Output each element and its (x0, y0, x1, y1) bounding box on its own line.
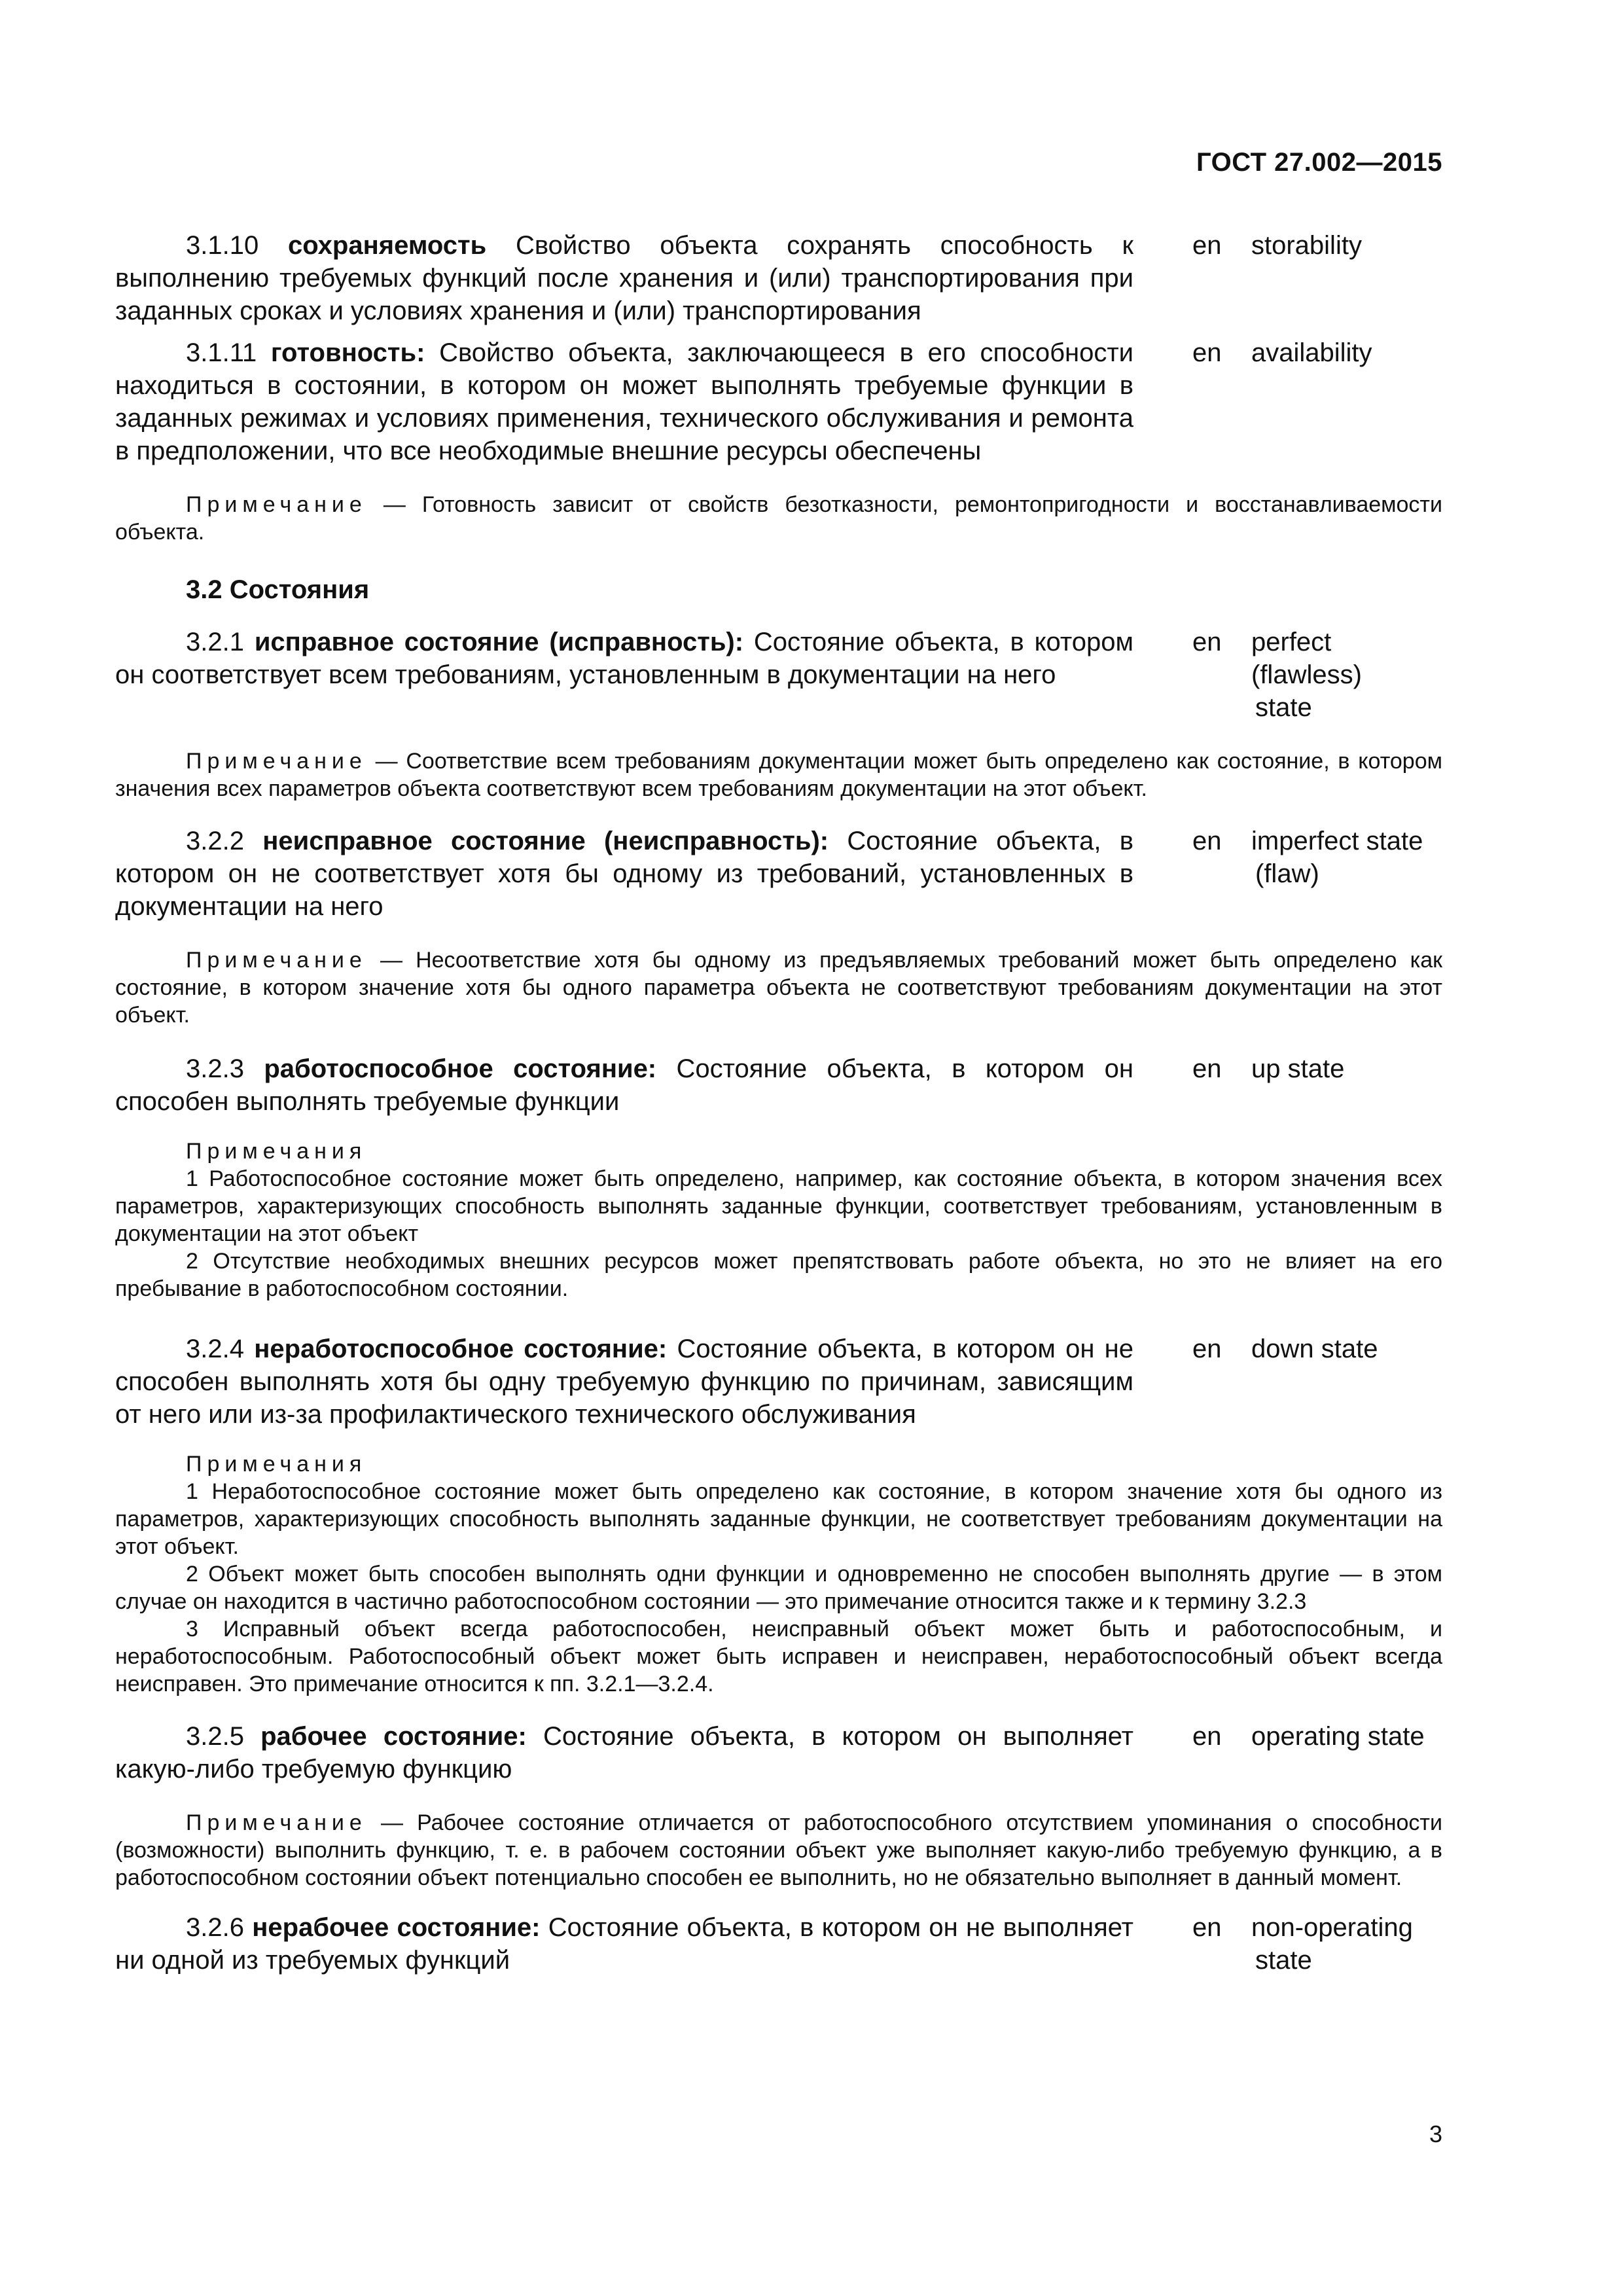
english-equivalent: down state (1251, 1335, 1378, 1363)
notes-heading: Примечания (186, 1139, 367, 1164)
lang-code: en (1192, 827, 1222, 855)
section-heading: 3.2 Состояния (186, 575, 370, 604)
term-entry-3-2-6 (115, 1911, 1442, 1977)
lang-code: en (1192, 1722, 1222, 1751)
note-3-2-2: Примечание — Несоответствие хотя бы одному из предъявляемых требований может быть определено как состояние, в котором значение хотя бы одного параметра объекта не соответствуют требованиям документации на этот объект. (115, 948, 1443, 1028)
document-header: ГОСТ 27.002—2015 (1196, 148, 1442, 177)
term-definition: 3.2.3 работоспособное состояние: Состояние объекта, в котором он способен выполнять требуемые функции (115, 1054, 1133, 1116)
term-entry-3-2-1 (115, 626, 1442, 724)
note-3-2-3-1: 1 Работоспособное состояние может быть определено, например, как состояние объекта, в котором значения всех параметров, характеризующих способность выполнять заданные функции, соответствует требованиям, установленным в документации на этот объект (115, 1166, 1442, 1246)
term-definition: 3.2.4 неработоспособное состояние: Состояние объекта, в котором он не способен выполнять хотя бы одну требуемую функцию по причинам, зависящим от него или из-за профилактического технического обслуживания (115, 1335, 1134, 1429)
english-equivalent: up state (1251, 1054, 1345, 1083)
lang-code: en (1192, 628, 1222, 656)
term-entry-3-2-5 (115, 1720, 1442, 1785)
english-equivalent: imperfect state (flaw) (1251, 827, 1423, 888)
term-entry-3-2-4 (115, 1333, 1442, 1431)
term-entry-3-2-2 (115, 825, 1442, 923)
note-3-2-4-1: 1 Неработоспособное состояние может быть определено как состояние, в котором значение хотя бы одного из параметров, характеризующих способность выполнять заданные функции, не соответствует требованиям документации на этот объект. (115, 1479, 1442, 1559)
english-equivalent: perfect (flawless) state (1251, 628, 1362, 722)
note-3-2-4-3: 3 Исправный объект всегда работоспособен, неисправный объект может быть и работоспособным, и неработоспособным. Работоспособный объект может быть исправен и неисправен, неработоспособный объект всегда неисправен. Это примечание относится к пп. 3.2.1—3.2.4. (115, 1617, 1442, 1696)
note-3-1-11: Примечание — Готовность зависит от свойств безотказности, ремонтопригодности и восстанавливаемости объекта. (115, 492, 1442, 545)
term-entry-3-1-11 (115, 336, 1442, 467)
term-entry-3-1-10 (115, 229, 1442, 327)
page-number: 3 (1429, 2121, 1442, 2147)
term-definition: 3.1.10 сохраняемость Свойство объекта сохранять способность к выполнению требуемых функций после хранения и (или) транспортирования при заданных сроках и условиях хранения и (или) транспортирования (115, 231, 1133, 325)
term-definition: 3.2.5 рабочее состояние: Состояние объекта, в котором он выполняет какую-либо требуемую функцию (115, 1722, 1133, 1784)
english-equivalent: operating state (1251, 1722, 1425, 1751)
english-equivalent: availability (1251, 338, 1372, 367)
english-equivalent: non-operating state (1251, 1913, 1413, 1975)
lang-code: en (1192, 231, 1222, 260)
lang-code: en (1192, 338, 1222, 367)
lang-code: en (1192, 1054, 1222, 1083)
note-3-2-1: Примечание — Соответствие всем требованиям документации может быть определено как состояние, в котором значения всех параметров объекта соответствуют всем требованиям документации на этот объект. (115, 749, 1442, 801)
note-3-2-4-2: 2 Объект может быть способен выполнять одни функции и одновременно не способен выполнять другие — в этом случае он находится в частично работоспособном состоянии — это примечание относится также и к термину 3.2.3 (115, 1562, 1442, 1614)
term-definition: 3.2.6 нерабочее состояние: Состояние объекта, в котором он не выполняет ни одной из требуемых функций (115, 1913, 1133, 1975)
lang-code: en (1192, 1335, 1222, 1363)
term-definition: 3.1.11 готовность: Свойство объекта, заключающееся в его способности находиться в состоянии, в котором он может выполнять требуемые функции в заданных режимах и условиях применения, технического обслуживания и ремонта в предположении, что все необходимые внешние ресурсы обеспечены (115, 338, 1133, 465)
note-3-2-3-2: 2 Отсутствие необходимых внешних ресурсов может препятствовать работе объекта, но это не влияет на его пребывание в работоспособном состоянии. (115, 1249, 1442, 1301)
term-definition: 3.2.2 неисправное состояние (неисправность): Состояние объекта, в котором он не соответствует хотя бы одному из требований, установленных в документации на него (115, 827, 1133, 921)
note-3-2-5: Примечание — Рабочее состояние отличается от работоспособного отсутствием упоминания о способности (возможности) выполнить функцию, т. е. в рабочем состоянии объект уже выполняет какую-либо требуемую функцию, а в работоспособном состоянии объект потенциально способен ее выполнить, но не обязательно выполняет в данный момент. (115, 1810, 1442, 1890)
term-entry-3-2-3 (115, 1052, 1442, 1118)
document-body (115, 229, 1442, 1977)
lang-code: en (1192, 1913, 1222, 1942)
notes-heading: Примечания (186, 1452, 367, 1477)
term-definition: 3.2.1 исправное состояние (исправность): Состояние объекта, в котором он соответствует всем требованиям, установленным в документации на него (115, 628, 1133, 689)
english-equivalent: storability (1251, 231, 1362, 260)
